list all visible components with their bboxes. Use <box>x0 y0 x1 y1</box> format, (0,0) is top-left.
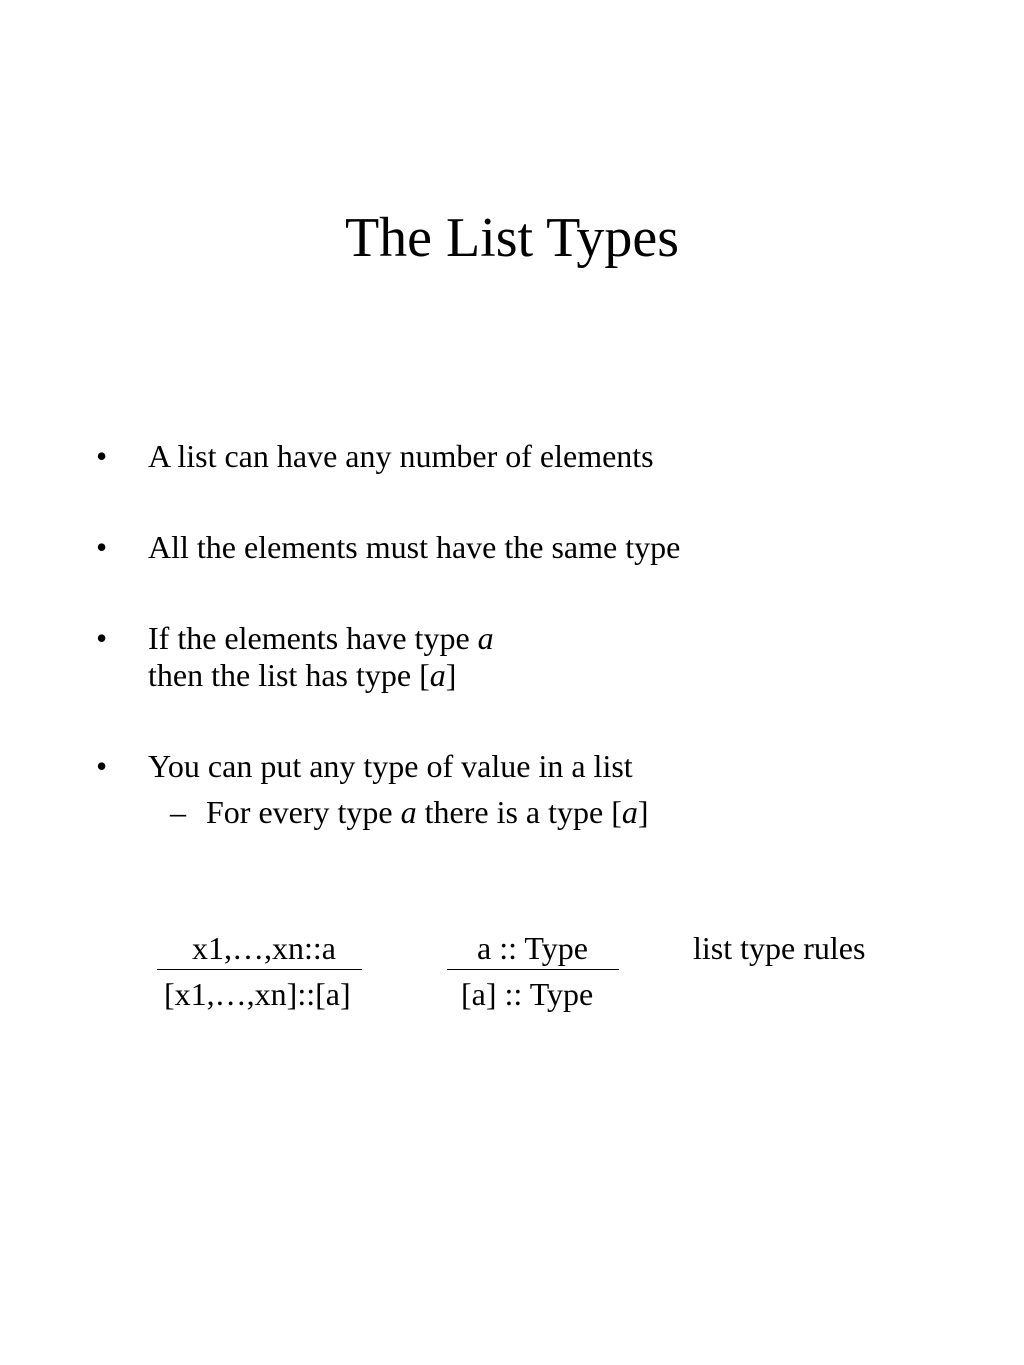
bullet-symbol: • <box>96 529 108 565</box>
bullet-text: A list can have any number of elements <box>148 438 654 474</box>
bullet-text-suffix: ] <box>445 657 457 693</box>
rule-1-premise: x1,…,xn::a <box>192 930 336 966</box>
type-variable: a <box>400 794 417 830</box>
rule-2-conclusion: [a] :: Type <box>461 976 594 1012</box>
sub-bullet-middle: there is a type [ <box>416 794 622 830</box>
rule-1-divider <box>157 969 362 970</box>
bullet-text-line-2 <box>148 657 456 694</box>
bullet-text-prefix: If the elements have type <box>148 620 478 656</box>
bullet-text: You can put any type of value in a list <box>148 748 633 784</box>
type-variable: a <box>429 657 446 693</box>
sub-bullet-suffix: ] <box>637 794 649 830</box>
bullet-text-prefix: then the list has type [ <box>148 657 430 693</box>
bullet-symbol: • <box>96 438 108 474</box>
bullet-text-line-1 <box>148 620 494 657</box>
type-variable: a <box>621 794 638 830</box>
bullet-text: All the elements must have the same type <box>148 529 681 565</box>
type-variable: a <box>477 620 494 656</box>
bullet-symbol: • <box>96 748 108 784</box>
sub-bullet-symbol: – <box>170 794 186 830</box>
sub-bullet-prefix: For every type <box>206 794 401 830</box>
rules-label: list type rules <box>693 930 866 966</box>
rule-2-premise: a :: Type <box>477 930 588 966</box>
slide-title: The List Types <box>344 207 680 269</box>
rule-1-conclusion: [x1,…,xn]::[a] <box>164 976 351 1012</box>
bullet-symbol: • <box>96 620 108 656</box>
rule-2-divider <box>447 969 619 970</box>
sub-bullet-text <box>206 794 649 831</box>
